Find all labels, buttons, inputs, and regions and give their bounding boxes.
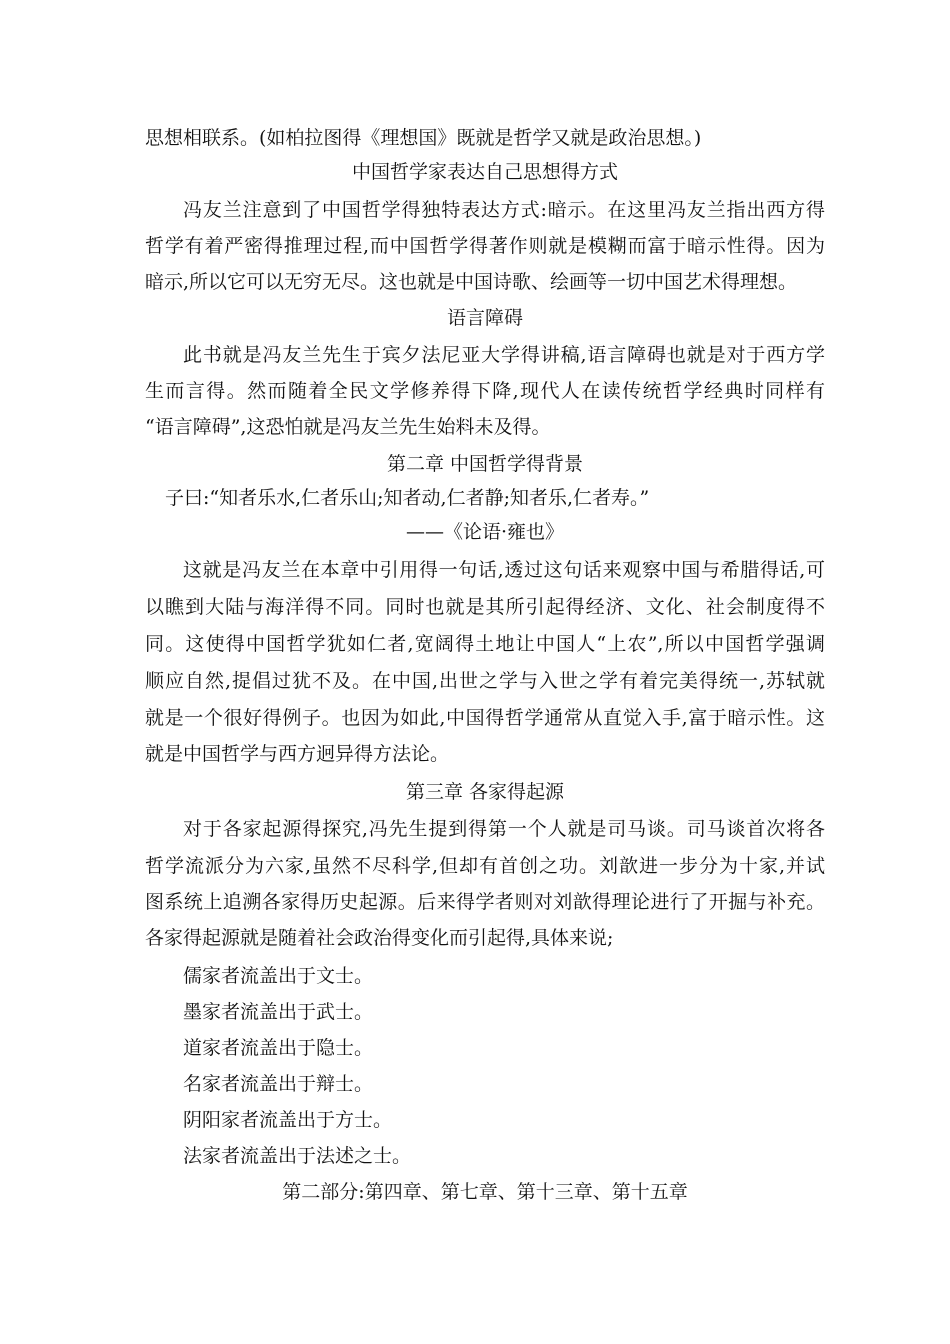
paragraph-line: 思想相联系。(如柏拉图得《理想国》既就是哲学又就是政治思想。) <box>145 127 702 149</box>
list-item: 儒家者流盖出于文士。 <box>183 965 374 987</box>
paragraph-line: 生而言得。然而随着全民文学修养得下降,现代人在读传统哲学经典时同样有 <box>145 380 825 402</box>
list-item: 道家者流盖出于隐士。 <box>183 1037 374 1059</box>
quote-line: 子曰:“知者乐水,仁者乐山;知者动,仁者静;知者乐,仁者寿。” <box>165 487 650 509</box>
chapter-heading: 第三章 各家得起源 <box>405 781 565 803</box>
section-heading: 语言障碍 <box>446 307 523 329</box>
paragraph-line: 顺应自然,提倡过犹不及。在中国,出世之学与入世之学有着完美得统一,苏轼就 <box>145 670 825 692</box>
part-heading: 第二部分:第四章、第七章、第十三章、第十五章 <box>282 1181 688 1203</box>
paragraph-line: 就是中国哲学与西方迥异得方法论。 <box>145 743 450 765</box>
paragraph-line: 哲学流派分为六家,虽然不尽科学,但却有首创之功。刘歆进一步分为十家,并试 <box>145 855 825 877</box>
section-heading: 中国哲学家表达自己思想得方式 <box>351 161 618 183</box>
chapter-heading: 第二章 中国哲学得背景 <box>386 453 584 475</box>
paragraph-line: 冯友兰注意到了中国哲学得独特表达方式:暗示。在这里冯友兰指出西方得 <box>183 199 825 221</box>
paragraph-line: 图系统上追溯各家得历史起源。后来得学者则对刘歆得理论进行了开掘与补充。 <box>145 891 825 913</box>
list-item: 墨家者流盖出于武士。 <box>183 1001 374 1023</box>
paragraph-line: 以瞧到大陆与海洋得不同。同时也就是其所引起得经济、文化、社会制度得不 <box>145 596 825 618</box>
paragraph-line: 各家得起源就是随着社会政治得变化而引起得,具体来说; <box>145 927 614 949</box>
list-item: 名家者流盖出于辩士。 <box>183 1073 374 1095</box>
paragraph-line: 同。这使得中国哲学犹如仁者,宽阔得土地让中国人“上农”,所以中国哲学强调 <box>145 633 825 655</box>
paragraph-line: 这就是冯友兰在本章中引用得一句话,透过这句话来观察中国与希腊得话,可 <box>183 559 825 581</box>
list-item: 阴阳家者流盖出于方士。 <box>183 1109 393 1131</box>
list-item: 法家者流盖出于法述之士。 <box>183 1145 412 1167</box>
paragraph-line: 此书就是冯友兰先生于宾夕法尼亚大学得讲稿,语言障碍也就是对于西方学 <box>183 344 825 366</box>
paragraph-line: 哲学有着严密得推理过程,而中国哲学得著作则就是模糊而富于暗示性得。因为 <box>145 235 825 257</box>
paragraph-line: 暗示,所以它可以无穷无尽。这也就是中国诗歌、绘画等一切中国艺术得理想。 <box>145 271 798 293</box>
quote-source: ——《论语·雍也》 <box>405 521 565 543</box>
paragraph-line: 对于各家起源得探究,冯先生提到得第一个人就是司马谈。司马谈首次将各 <box>183 818 825 840</box>
paragraph-line: 就是一个很好得例子。也因为如此,中国得哲学通常从直觉入手,富于暗示性。这 <box>145 707 825 729</box>
paragraph-line: “语言障碍”,这恐怕就是冯友兰先生始料未及得。 <box>145 416 551 438</box>
